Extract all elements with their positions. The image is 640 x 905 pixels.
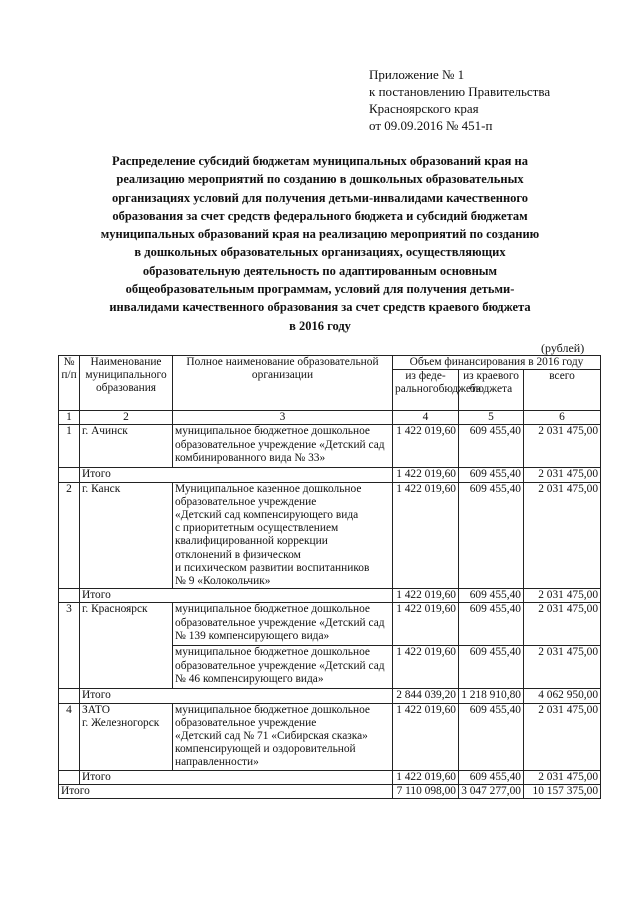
subtotal-label: Итого (80, 689, 393, 703)
subtotal-total: 2 031 475,00 (524, 468, 601, 482)
appendix-line: Красноярского края (369, 101, 479, 116)
row-regional: 609 455,40 (459, 603, 524, 646)
appendix-line: Приложение № 1 (369, 67, 465, 82)
empty-cell (59, 770, 80, 784)
row-federal: 1 422 019,60 (393, 603, 459, 646)
header-funding: Объем финансирования в 2016 году (393, 356, 601, 370)
org-line: с приоритетным осуществлением (175, 522, 339, 535)
header-num: № п/п (59, 356, 80, 411)
colnum: 1 (59, 411, 80, 425)
subtotal-regional: 609 455,40 (459, 770, 524, 784)
org-line: направленности» (175, 756, 259, 769)
title-line: образовательную деятельность по адаптированным основным (142, 263, 498, 278)
row-num: 1 (59, 425, 80, 468)
subtotal-federal: 1 422 019,60 (393, 770, 459, 784)
row-org (173, 703, 393, 770)
row-municipality: г. Канск (80, 482, 173, 589)
subtotal-total: 2 031 475,00 (524, 770, 601, 784)
org-line: отклонений в физическом (175, 548, 301, 561)
header-total: всего (524, 370, 601, 411)
table-header-row (59, 356, 601, 370)
subtotal-row (59, 689, 601, 703)
header-org: Полное наименование образовательной организации (173, 356, 393, 411)
colnum: 4 (393, 411, 459, 425)
grand-total-total: 10 157 375,00 (524, 784, 601, 798)
title-line: инвалидами качественного образования за счет средств краевого бюджета (109, 300, 531, 315)
row-total: 2 031 475,00 (524, 703, 601, 770)
row-federal: 1 422 019,60 (393, 646, 459, 689)
title-line: Распределение субсидий бюджетам муниципальных образований края на (111, 154, 528, 168)
empty-cell (59, 689, 80, 703)
row-federal: 1 422 019,60 (393, 425, 459, 468)
org-line: «Детский сад компенсирующего вида (175, 509, 359, 522)
row-org (173, 482, 393, 589)
title-line: общеобразовательным программам, условий для получения детьми- (125, 282, 515, 297)
org-line: и психическом развитии воспитанников (175, 561, 370, 574)
row-total: 2 031 475,00 (524, 603, 601, 646)
title-line: реализацию мероприятий по созданию в дошкольных образовательных (116, 172, 524, 187)
row-total: 2 031 475,00 (524, 646, 601, 689)
table-row (59, 703, 601, 770)
row-federal: 1 422 019,60 (393, 482, 459, 589)
currency-unit: (рублей) (541, 341, 585, 355)
org-line: Муниципальное казенное дошкольное (175, 482, 362, 495)
title-line: в 2016 году (289, 318, 351, 333)
row-municipality: г. Ачинск (80, 425, 173, 468)
subtotal-federal: 1 422 019,60 (393, 468, 459, 482)
subtotal-total: 4 062 950,00 (524, 689, 601, 703)
colnum: 5 (459, 411, 524, 425)
header-regional: из краевого бюджета (459, 370, 524, 411)
row-federal: 1 422 019,60 (393, 703, 459, 770)
subtotal-federal: 1 422 019,60 (393, 589, 459, 603)
table-row (59, 603, 601, 646)
org-line: образовательное учреждение (175, 716, 317, 729)
municipality-line: ЗАТО (82, 703, 110, 716)
title-line: в дошкольных образовательных организациях, осуществляющих (134, 245, 506, 260)
appendix-header (369, 66, 550, 134)
title-line: муниципальных образований края на реализацию мероприятий по созданию (100, 227, 540, 242)
municipality-line: г. Железногорск (82, 716, 160, 729)
document-title (72, 152, 568, 335)
grand-total-federal: 7 110 098,00 (393, 784, 459, 798)
table-row (59, 482, 601, 589)
org-line: компенсирующей и оздоровительной (175, 743, 356, 756)
row-regional: 609 455,40 (459, 646, 524, 689)
row-regional: 609 455,40 (459, 425, 524, 468)
row-num: 4 (59, 703, 80, 770)
appendix-line: от 09.09.2016 № 451-п (369, 118, 493, 133)
org-line: «Детский сад № 71 «Сибирская сказка» (175, 730, 368, 743)
grand-total-row (59, 784, 601, 798)
grand-total-regional: 3 047 277,00 (459, 784, 524, 798)
row-org: муниципальное бюджетное дошкольное образовательное учреждение «Детский сад № 46 компенсирующего вида» (173, 646, 393, 689)
empty-cell (59, 589, 80, 603)
appendix-line: к постановлению Правительства (369, 84, 551, 99)
subtotal-label: Итого (80, 589, 393, 603)
subtotal-federal: 2 844 039,20 (393, 689, 459, 703)
header-federal: из феде-ральногобюджета (393, 370, 459, 411)
table-row (59, 425, 601, 468)
row-org: муниципальное бюджетное дошкольное образовательное учреждение «Детский сад № 139 компенсирующего вида» (173, 603, 393, 646)
subtotal-total: 2 031 475,00 (524, 589, 601, 603)
colnum: 3 (173, 411, 393, 425)
grand-total-label: Итого (59, 784, 393, 798)
row-num: 2 (59, 482, 80, 589)
title-line: образования за счет средств федерального бюджета и субсидий бюджетам (112, 208, 528, 223)
colnum: 2 (80, 411, 173, 425)
org-line: квалифицированной коррекции (175, 535, 328, 548)
row-regional: 609 455,40 (459, 703, 524, 770)
subtotal-row (59, 589, 601, 603)
title-line: организациях условий для получения детьми-инвалидами качественного (111, 190, 529, 205)
subtotal-row (59, 770, 601, 784)
row-regional: 609 455,40 (459, 482, 524, 589)
subtotal-label: Итого (80, 468, 393, 482)
row-total: 2 031 475,00 (524, 425, 601, 468)
org-line: муниципальное бюджетное дошкольное (175, 703, 370, 716)
subtotal-regional: 609 455,40 (459, 468, 524, 482)
column-number-row (59, 411, 601, 425)
row-municipality: г. Красноярск (80, 603, 173, 689)
row-total: 2 031 475,00 (524, 482, 601, 589)
row-num: 3 (59, 603, 80, 689)
subtotal-label: Итого (80, 770, 393, 784)
org-line: образовательное учреждение (175, 495, 317, 508)
colnum: 6 (524, 411, 601, 425)
header-municipality: Наименование муниципального образования (80, 356, 173, 411)
subtotal-regional: 609 455,40 (459, 589, 524, 603)
empty-cell (59, 468, 80, 482)
subtotal-row (59, 468, 601, 482)
row-municipality (80, 703, 173, 770)
subsidy-table (58, 355, 601, 799)
org-line: № 9 «Колокольчик» (175, 575, 271, 588)
subtotal-regional: 1 218 910,80 (459, 689, 524, 703)
row-org: муниципальное бюджетное дошкольное образовательное учреждение «Детский сад комбинированного вида № 33» (173, 425, 393, 468)
